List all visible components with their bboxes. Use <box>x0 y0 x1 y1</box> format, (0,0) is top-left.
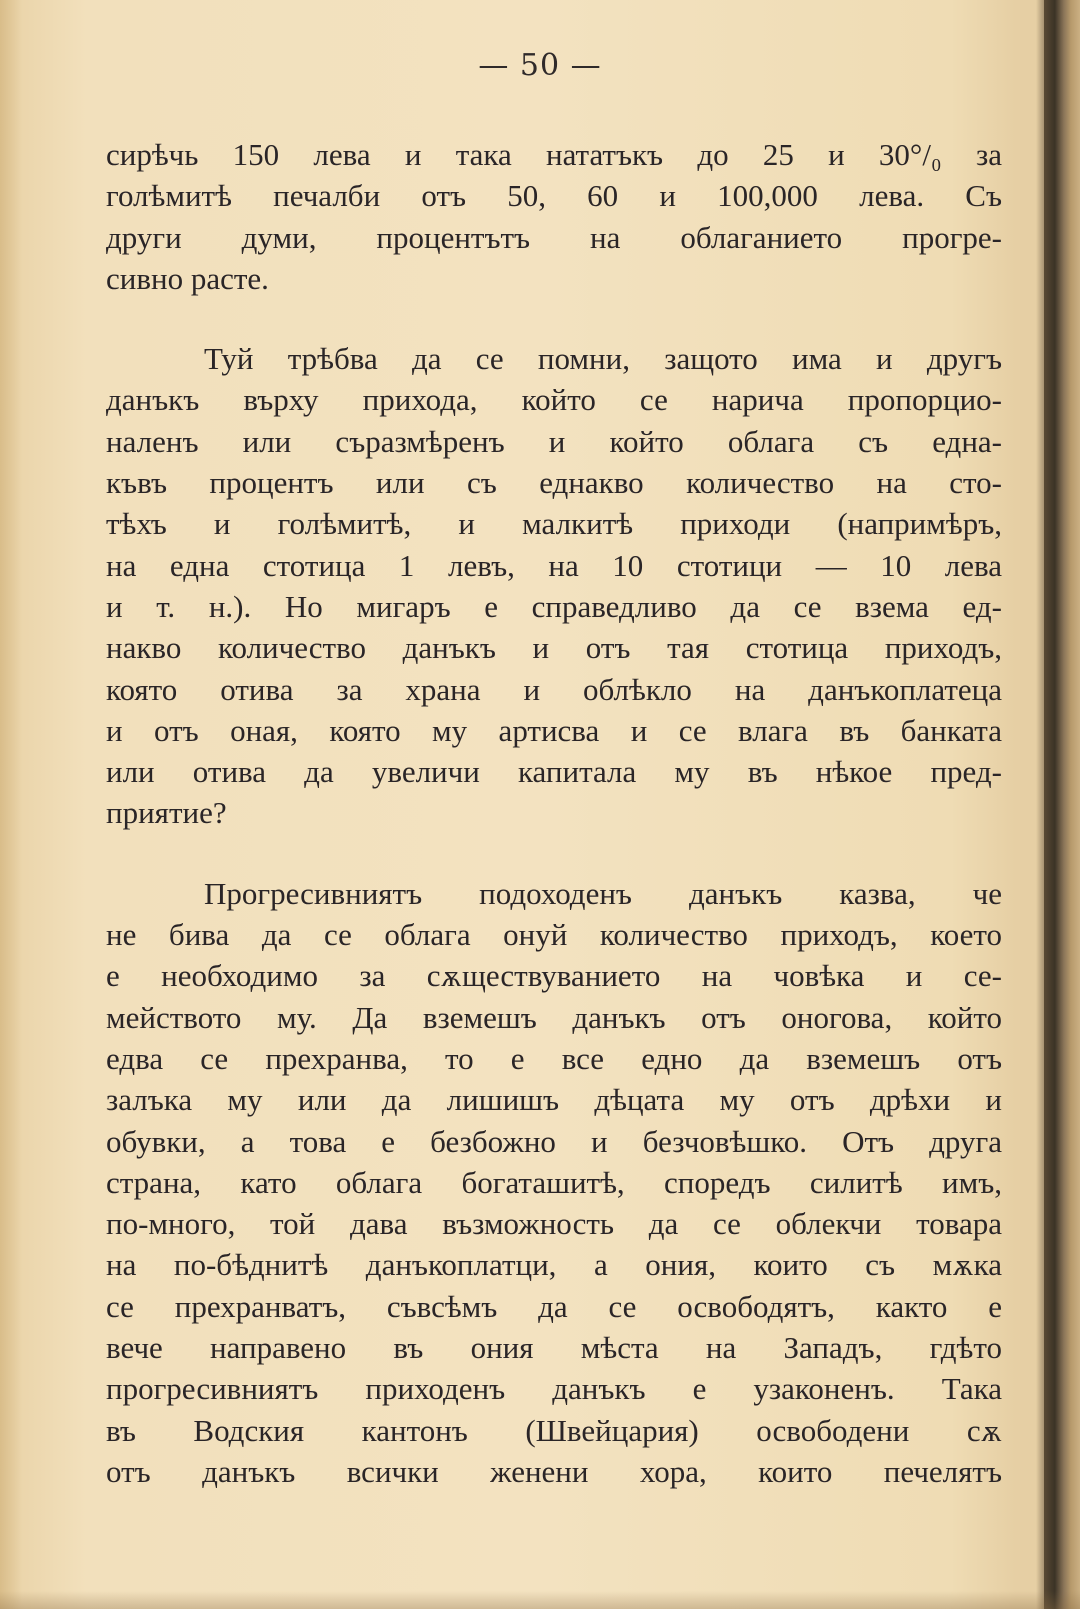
paragraph-gap <box>106 834 1002 873</box>
page-bottom-shadow <box>0 1591 1080 1609</box>
text-line: отъ данъкъ всички женени хора, които печелятъ <box>106 1453 1002 1489</box>
text-line: въ Водския кантонъ (Швейцария) освободени сѫ <box>106 1412 1002 1448</box>
text-line: не бива да се облага онуй количество приходъ, което <box>106 917 1002 953</box>
text-line: вече направено въ ония мѣста на Западъ, гдѣто <box>106 1330 1002 1366</box>
text-line: други думи, процентътъ на облаганието прогре- <box>106 219 1002 255</box>
text-line: страна, като облага богаташитѣ, споредъ силитѣ имъ, <box>106 1164 1002 1200</box>
text-line: която отива за храна и облѣкло на данъкоплатеца <box>106 671 1002 707</box>
text-line: или отива да увеличи капитала му въ нѣкое пред- <box>106 754 1002 790</box>
text-line: се прехранватъ, съвсѣмъ да се освободятъ, както е <box>106 1288 1002 1324</box>
binding-shadow <box>1036 0 1044 1609</box>
paragraph-gap <box>106 299 1002 338</box>
text-line: на по-бѣднитѣ данъкоплатци, а ония, които съ мѫка <box>106 1247 1002 1283</box>
body-text <box>106 134 1002 1492</box>
text-line: накво количество данъкъ и отъ тая стотица приходъ, <box>106 630 1002 666</box>
text-line: на една стотица 1 левъ, на 10 стотици — 10 лева <box>106 547 1002 583</box>
text-line: тѣхъ и голѣмитѣ, и малкитѣ приходи (напримѣръ, <box>106 506 1002 542</box>
text-line: по-много, той дава възможность да се облекчи товара <box>106 1206 1002 1242</box>
text-line: обувки, а това е безбожно и безчовѣшко. Отъ друга <box>106 1123 1002 1159</box>
text-line: залъка му или да лишишъ дѣцата му отъ дрѣхи и <box>106 1082 1002 1118</box>
text-line: прогресивниятъ приходенъ данъкъ е узаконенъ. Така <box>106 1371 1002 1407</box>
text-line: наленъ или съразмѣренъ и който облага съ една- <box>106 423 1002 459</box>
text-line: и т. н.). Но мигаръ е справедливо да се взема ед- <box>106 588 1002 624</box>
text-line: приятие? <box>106 795 227 831</box>
text-line: Прогресивниятъ подоходенъ данъкъ казва, че <box>204 875 1002 911</box>
page-left-shadow <box>0 0 22 1609</box>
text-line: едва се прехранва, то е все едно да вземешъ отъ <box>106 1040 1002 1076</box>
text-line: къвъ процентъ или съ еднакво количество на сто- <box>106 465 1002 501</box>
book-spine <box>1044 0 1080 1609</box>
text-line: сивно расте. <box>106 260 269 296</box>
text-line: сирѣчь 150 лева и така нататъкъ до 25 и 30°/₀ за <box>106 137 1002 172</box>
text-line: и отъ оная, която му артисва и се влага въ банката <box>106 712 1002 748</box>
text-line: Туй трѣбва да се помни, защото има и другъ <box>204 341 1002 377</box>
page-number: — 50 — <box>478 48 602 83</box>
text-line: мейството му. Да вземешъ данъкъ отъ оногова, който <box>106 999 1002 1035</box>
text-line: данъкъ върху прихода, който се нарича пропорцио- <box>106 382 1002 418</box>
text-line: е необходимо за сѫществуванието на човѣка и се- <box>106 958 1002 994</box>
text-line: голѣмитѣ печалби отъ 50, 60 и 100,000 лева. Съ <box>106 178 1002 214</box>
